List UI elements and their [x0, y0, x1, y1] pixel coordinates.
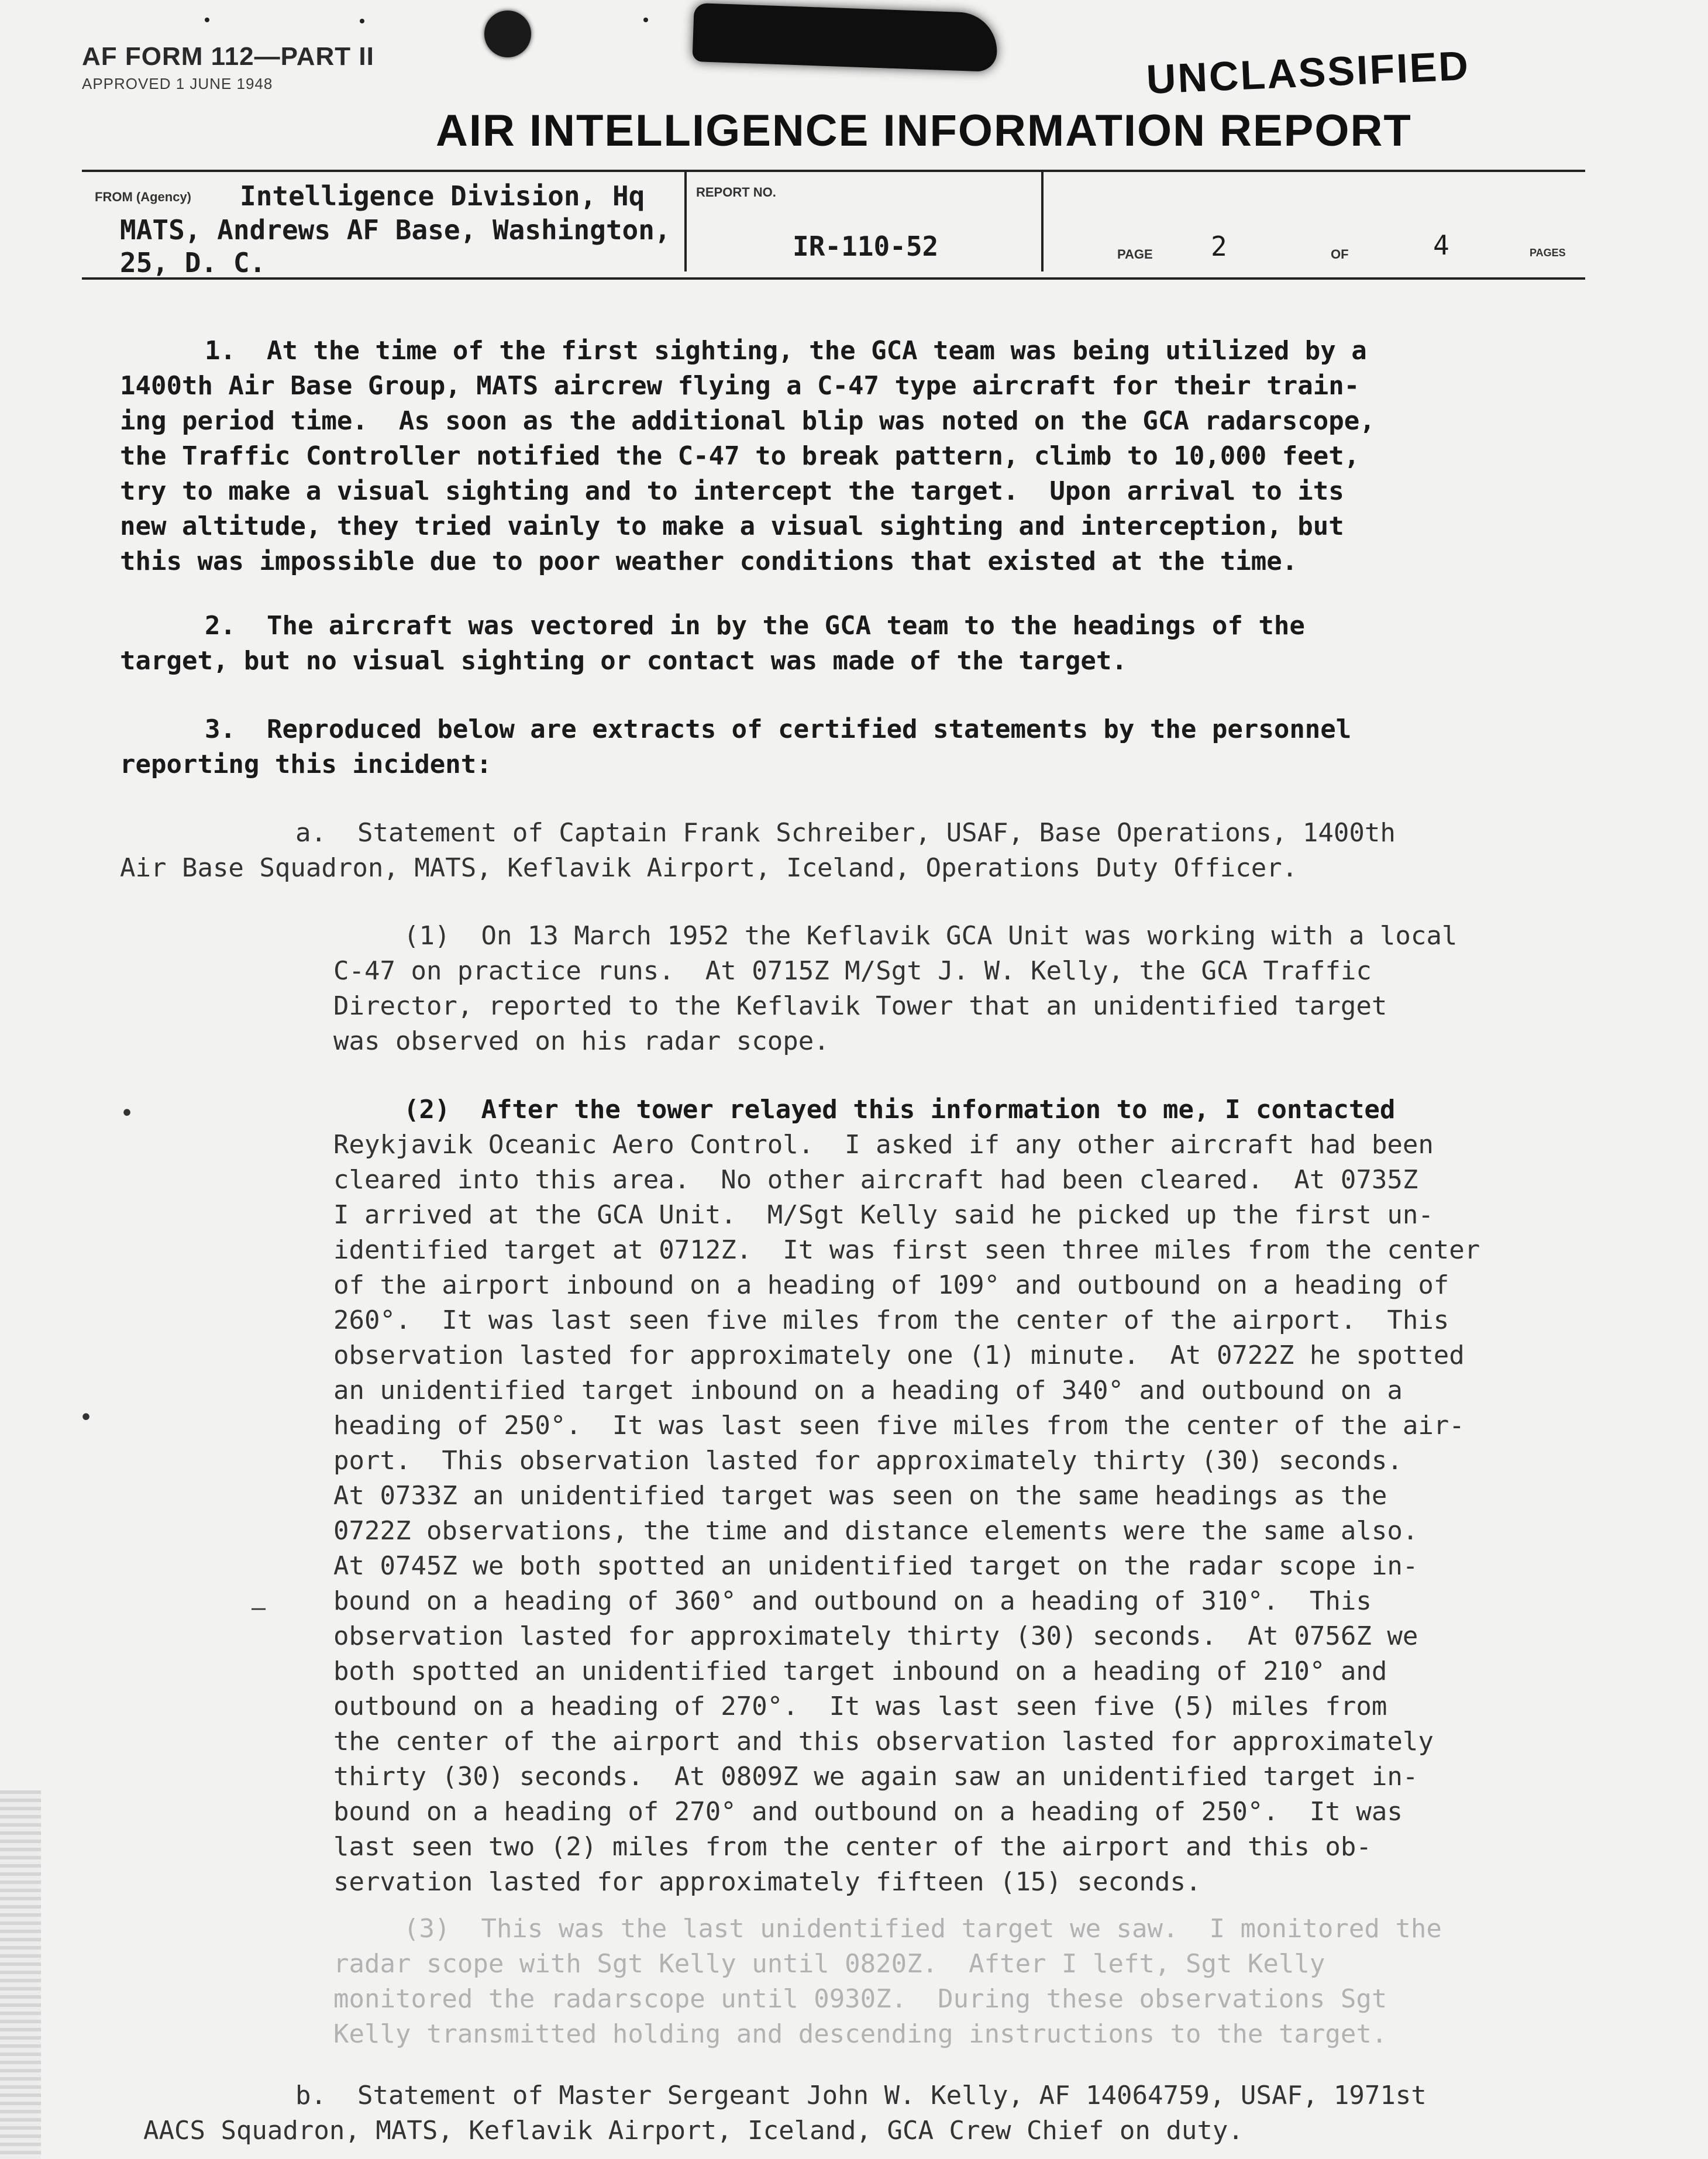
scan-speck [360, 19, 364, 23]
body-line: 1. At the time of the first sighting, the GCA team was being utilized by a [205, 336, 1367, 366]
report-no-label: REPORT NO. [696, 185, 776, 200]
from-line-3: 25, D. C. [120, 247, 266, 279]
body-line: identified target at 0712Z. It was first seen three miles from the center [333, 1235, 1480, 1265]
body-line: the center of the airport and this observation lasted for approximately [333, 1727, 1434, 1756]
body-line: At 0745Z we both spotted an unidentified target on the radar scope in- [333, 1551, 1418, 1581]
body-line: an unidentified target inbound on a heading of 340° and outbound on a [333, 1376, 1403, 1405]
body-line: 2. The aircraft was vectored in by the GCA team to the headings of the [205, 611, 1305, 641]
body-line: observation lasted for approximately thirty (30) seconds. At 0756Z we [333, 1621, 1418, 1651]
scan-speck [205, 18, 209, 22]
report-number: IR-110-52 [793, 231, 939, 262]
body-line-faded: Kelly transmitted holding and descending instructions to the target. [333, 2019, 1387, 2049]
margin-mark: • [120, 1100, 135, 1127]
body-line: a. Statement of Captain Frank Schreiber, USAF, Base Operations, 1400th [295, 818, 1396, 848]
body-line: bound on a heading of 360° and outbound on a heading of 310°. This [333, 1586, 1372, 1616]
body-line: outbound on a heading of 270°. It was last seen five (5) miles from [333, 1692, 1387, 1721]
scan-edge-noise [0, 1790, 41, 2159]
body-line: AACS Squadron, MATS, Keflavik Airport, Iceland, GCA Crew Chief on duty. [143, 2116, 1244, 2146]
margin-mark: • [79, 1404, 94, 1431]
body-line: ing period time. As soon as the additional blip was noted on the GCA radarscope, [120, 406, 1375, 436]
body-line: heading of 250°. It was last seen five miles from the center of the air- [333, 1411, 1465, 1441]
form-id: AF FORM 112—PART II [82, 42, 374, 71]
body-line: C-47 on practice runs. At 0715Z M/Sgt J. W. Kelly, the GCA Traffic [333, 956, 1372, 986]
page-number: 2 [1211, 231, 1227, 262]
page-label: PAGE [1117, 247, 1153, 262]
body-line: (2) After the tower relayed this information to me, I contacted [404, 1095, 1396, 1125]
body-line: (1) On 13 March 1952 the Keflavik GCA Unit was working with a local [404, 921, 1458, 951]
divider [684, 172, 687, 271]
form-approval-date: APPROVED 1 JUNE 1948 [82, 75, 273, 92]
classification-stamp: UNCLASSIFIED [1145, 42, 1471, 102]
total-pages: 4 [1433, 229, 1449, 261]
body-line: servation lasted for approximately fifteen (15) seconds. [333, 1867, 1201, 1897]
body-line: port. This observation lasted for approximately thirty (30) seconds. [333, 1446, 1403, 1476]
body-line-faded: radar scope with Sgt Kelly until 0820Z. After I left, Sgt Kelly [333, 1949, 1325, 1979]
body-line: 3. Reproduced below are extracts of certified statements by the personnel [205, 714, 1352, 744]
body-line: 260°. It was last seen five miles from the center of the airport. This [333, 1305, 1449, 1335]
scan-speck [643, 18, 648, 22]
from-label: FROM (Agency) [95, 190, 191, 204]
body-line: both spotted an unidentified target inbound on a heading of 210° and [333, 1656, 1387, 1686]
report-title: AIR INTELLIGENCE INFORMATION REPORT [436, 106, 1412, 156]
body-line: was observed on his radar scope. [333, 1026, 829, 1056]
body-line-faded: (3) This was the last unidentified target we saw. I monitored the [404, 1914, 1442, 1944]
body-line: target, but no visual sighting or contact was made of the target. [120, 646, 1127, 676]
body-line: of the airport inbound on a heading of 109° and outbound on a heading of [333, 1270, 1449, 1300]
body-line-faded: monitored the radarscope until 0930Z. During these observations Sgt [333, 1984, 1387, 2014]
body-line: At 0733Z an unidentified target was seen on the same headings as the [333, 1481, 1387, 1511]
body-line: bound on a heading of 270° and outbound on a heading of 250°. It was [333, 1797, 1403, 1827]
report-heading-box [82, 170, 1585, 280]
body-line: Reykjavik Oceanic Aero Control. I asked if any other aircraft had been [333, 1130, 1434, 1160]
body-line: 1400th Air Base Group, MATS aircrew flying a C-47 type aircraft for their train- [120, 371, 1360, 401]
ink-blot [484, 11, 531, 57]
divider [1041, 172, 1044, 271]
body-line: reporting this incident: [120, 750, 492, 779]
body-line: new altitude, they tried vainly to make a visual sighting and interception, but [120, 511, 1344, 541]
body-line: Air Base Squadron, MATS, Keflavik Airport, Iceland, Operations Duty Officer. [120, 853, 1298, 883]
body-line: I arrived at the GCA Unit. M/Sgt Kelly said he picked up the first un- [333, 1200, 1434, 1230]
from-line-2: MATS, Andrews AF Base, Washington, [120, 214, 671, 246]
body-line: last seen two (2) miles from the center of the airport and this ob- [333, 1832, 1372, 1862]
body-line: the Traffic Controller notified the C-47 to break pattern, climb to 10,000 feet, [120, 441, 1360, 471]
body-line: this was impossible due to poor weather conditions that existed at the time. [120, 546, 1298, 576]
body-line: try to make a visual sighting and to intercept the target. Upon arrival to its [120, 476, 1344, 506]
of-label: OF [1331, 247, 1349, 262]
body-line: cleared into this area. No other aircraft had been cleared. At 0735Z [333, 1165, 1418, 1195]
body-line: Director, reported to the Keflavik Tower that an unidentified target [333, 991, 1387, 1021]
body-line: observation lasted for approximately one (1) minute. At 0722Z he spotted [333, 1340, 1465, 1370]
margin-mark: – [252, 1594, 266, 1621]
from-line-1: Intelligence Division, Hq [240, 180, 645, 212]
body-line: thirty (30) seconds. At 0809Z we again saw an unidentified target in- [333, 1762, 1418, 1792]
body-line: b. Statement of Master Sergeant John W. Kelly, AF 14064759, USAF, 1971st [295, 2081, 1427, 2110]
pages-label: PAGES [1530, 247, 1566, 259]
body-line: 0722Z observations, the time and distance elements were the same also. [333, 1516, 1418, 1546]
redaction-mark [692, 3, 998, 72]
